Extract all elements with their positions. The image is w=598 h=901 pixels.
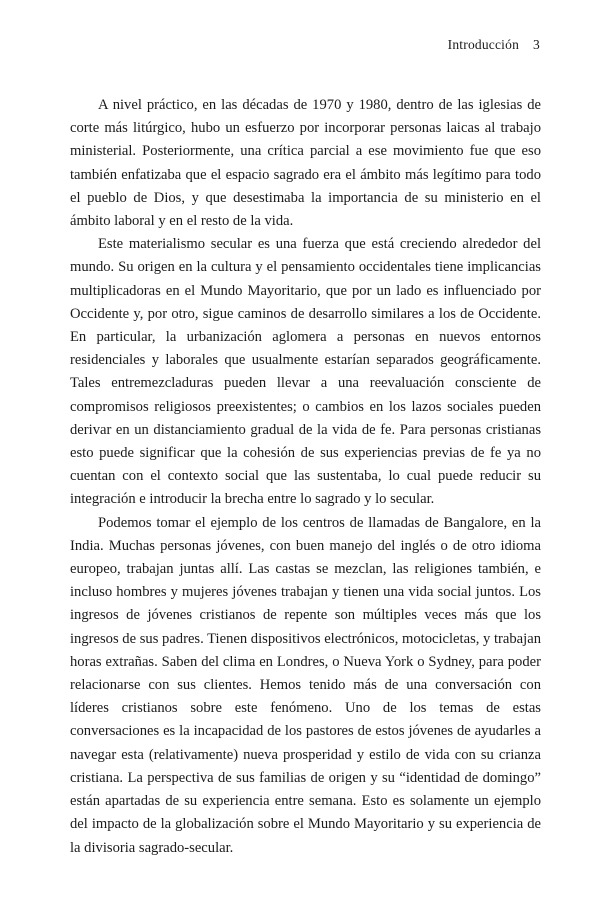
body-text	[70, 94, 541, 860]
running-header	[448, 37, 540, 53]
paragraph: Podemos tomar el ejemplo de los centros de llamadas de Bangalore, en la India. Muchas personas jóvenes, con buen manejo del inglés o de otro idioma europeo, trabajan juntas allí. Las castas se mezclan, las religiones también, e incluso hombres y mujeres jóvenes trabajan y tienen una vida social juntos. Los ingresos de jóvenes cristianos de repente son múltiples veces más que los ingresos de sus padres. Tienen dispositivos electrónicos, motocicletas, y trabajan horas extrañas. Saben del clima en Londres, o Nueva York o Sydney, para poder relacionarse con sus clientes. Hemos tenido más de una conversación con líderes cristianos sobre este fenómeno. Uno de los temas de estas conversaciones es la incapacidad de los pastores de estos jóvenes de ayudarles a navegar esta (relativamente) nueva prosperidad y estilo de vida con su crianza cristiana. La perspectiva de sus familias de origen y su “identidad de domingo” están apartadas de su experiencia entre semana. Esto es solamente un ejemplo del impacto de la globalización sobre el Mundo Mayoritario y su experiencia de la divisoria sagrado-secular.	[70, 514, 541, 856]
paragraph: Este materialismo secular es una fuerza que está creciendo alrededor del mundo. Su origen en la cultura y el pensamiento occidentales tiene implicancias multiplicadoras en el Mundo Mayoritario, que por un lado es influenciado por Occidente y, por otro, sigue caminos de desarrollo similares a los de Occidente. En particular, la urbanización aglomera a personas en nuevos entornos residenciales y laborales que usualmente estarían separados geográficamente. Tales entremezcladuras pueden llevar a una reevaluación consciente de compromisos religiosos preexistentes; o cambios en los lazos sociales pueden derivar en un distanciamiento gradual de la vida de fe. Para personas cristianas esto puede significar que la cohesión de sus experiencias previas de fe ya no cuentan con el contexto social que las sustentaba, lo cual puede reducir su integración e introducir la brecha entre lo sagrado y lo secular.	[70, 236, 541, 508]
paragraph: A nivel práctico, en las décadas de 1970 y 1980, dentro de las iglesias de corte más litúrgico, hubo un esfuerzo por incorporar personas laicas al trabajo ministerial. Posteriormente, una crítica parcial a ese movimiento fue que eso también enfatizaba que el espacio sagrado era el ámbito más legítimo para todo el pueblo de Dios, y que desestimaba la importancia de su ministerio en el ámbito laboral y en el resto de la vida.	[70, 97, 541, 230]
page-number: 3	[533, 37, 540, 52]
section-title: Introducción	[447, 37, 520, 52]
